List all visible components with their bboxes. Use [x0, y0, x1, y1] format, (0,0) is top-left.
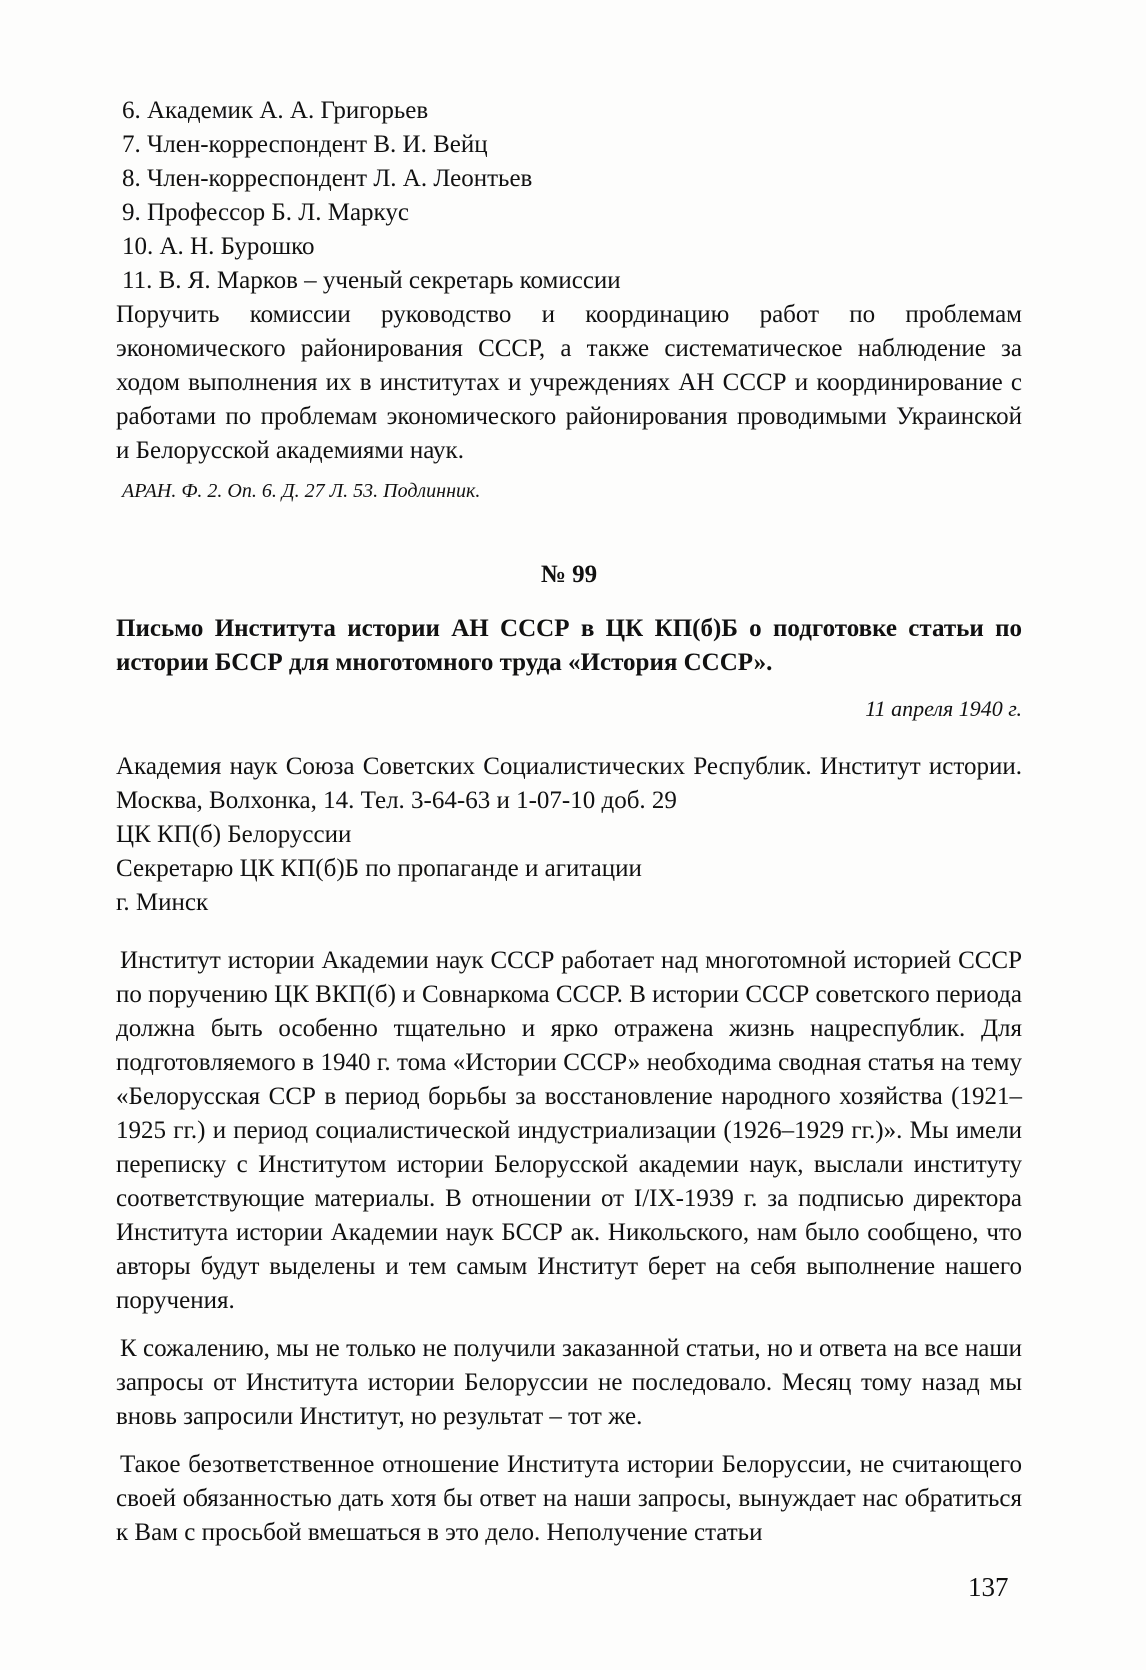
spacer [116, 920, 1022, 944]
recipient-title: Секретарю ЦК КП(б)Б по пропаганде и агитации [116, 855, 642, 882]
letterhead-institution: Академия наук Союза Советских Социалистических Республик. Институт истории. Москва, Волхонка, 14. Тел. 3-64-63 и 1-07-10 доб. 29 [116, 753, 1022, 814]
commission-member: 9. Профессор Б. Л. Маркус [122, 199, 409, 226]
commission-member: 7. Член-корреспондент В. И. Вейц [122, 131, 488, 158]
commission-member: 11. В. Я. Марков – ученый секретарь комиссии [122, 267, 621, 294]
body-paragraph: Институт истории Академии наук СССР работает над многотомной историей СССР по поручению ЦК ВКП(б) и Совнаркома СССР. В истории СССР советского периода должна быть особенно тщательно и ярко отражена жизнь нацреспублик. Для подготовляемого в 1940 г. тома «Истории СССР» необходима сводная статья на тему «Белорусская ССР в период борьбы за восстановление народного хозяйства (1921–1925 гг.) и период социалистической индустриализации (1926–1929 гг.)». Мы имели переписку с Институтом истории Белорусской академии наук, выслали институту соответствующие материалы. В отношении от I/IX-1939 г. за подписью директора Института истории Академии наук БССР ак. Никольского, нам было сообщено, что авторы будут выделены и тем самым Институт берет на себя выполнение нашего поручения. [116, 947, 1022, 1314]
document-number: № 99 [540, 561, 598, 588]
commission-member: 10. А. Н. Бурошко [122, 233, 315, 260]
body-paragraph: Такое безответственное отношение Института истории Белоруссии, не считающего своей обязанностью дать хотя бы ответ на наши запросы, вынуждает нас обратиться к Вам с просьбой вмешаться в это дело. Неполучение статьи [116, 1451, 1022, 1546]
body-paragraph: К сожалению, мы не только не получили заказанной статьи, но и ответа на все наши запросы от Института истории Белоруссии не последовало. Месяц тому назад мы вновь запросили Институт, но результат – тот же. [116, 1335, 1022, 1430]
recipient-city: г. Минск [116, 889, 209, 916]
page-number: 137 [968, 1572, 1009, 1602]
spacer [116, 1318, 1022, 1332]
recipient-organization: ЦК КП(б) Белоруссии [116, 821, 352, 848]
document-date: 11 апреля 1940 г. [865, 696, 1022, 721]
spacer [116, 1434, 1022, 1448]
page-text-block [116, 94, 1022, 1550]
commission-paragraph: Поручить комиссии руководство и координацию работ по проблемам экономического районирования СССР, а также систематическое наблюдение за ходом выполнения их в институтах и учреждениях АН СССР и координирование с работами по проблемам экономического районирования проводимыми Украинской и Белорусской академиями наук. [116, 301, 1022, 464]
document-title: Письмо Института истории АН СССР в ЦК КП(б)Б о подготовке статьи по истории БССР для многотомного труда «История СССР». [116, 615, 1022, 676]
commission-member: 6. Академик А. А. Григорьев [122, 97, 429, 124]
archive-source-note: АРАН. Ф. 2. Оп. 6. Д. 27 Л. 53. Подлинник. [122, 480, 481, 502]
commission-member-list [116, 94, 1022, 298]
commission-member: 8. Член-корреспондент Л. А. Леонтьев [122, 165, 533, 192]
